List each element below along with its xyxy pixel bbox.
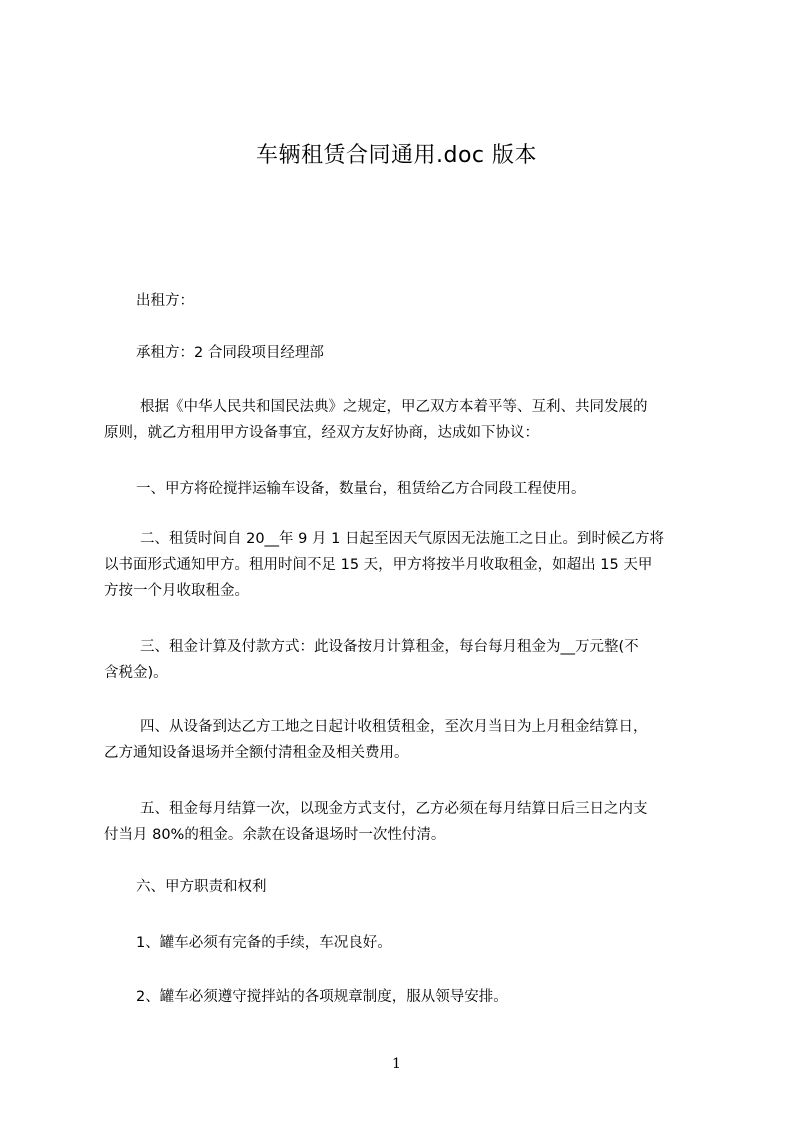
document-title: 车辆租赁合同通用.doc 版本	[255, 143, 537, 168]
page-number: 1	[392, 1056, 401, 1072]
lessor-line: 出租方：	[136, 293, 194, 309]
lessee-line: 承租方：2 合同段项目经理部	[136, 345, 324, 361]
clause-3-paragraph	[104, 634, 704, 686]
clause-4-line-1: 四、从设备到达乙方工地之日起计收租赁租金，至次月当日为上月租金结算日，	[140, 719, 648, 735]
clause-5-line-2: 付当月 80%的租金。余款在设备退场时一次性付清。	[104, 827, 446, 843]
clause-5-paragraph	[104, 796, 704, 848]
clause-4-paragraph	[104, 714, 704, 766]
preamble-line-1: 根据《中华人民共和国民法典》之规定，甲乙双方本着平等、互利、共同发展的	[140, 399, 648, 415]
clause-6-item-1: 1、罐车必须有完备的手续，车况良好。	[136, 935, 392, 951]
clause-2-line-2: 以书面形式通知甲方。租用时间不足 15 天，甲方将按半月收取租金，如超出 15 天甲	[104, 557, 653, 573]
clause-6-heading: 六、甲方职责和权利	[136, 879, 267, 895]
clause-1: 一、甲方将砼搅拌运输车设备，数量台，租赁给乙方合同段工程使用。	[136, 481, 586, 497]
clause-5-line-1: 五、租金每月结算一次，以现金方式支付，乙方必须在每月结算日后三日之内支	[140, 801, 648, 817]
preamble-line-2: 原则，就乙方租用甲方设备事宜，经双方友好协商，达成如下协议：	[104, 425, 539, 441]
clause-2-line-1: 二、租赁时间自 20__年 9 月 1 日起至因天气原因无法施工之日止。到时候乙方将	[140, 531, 664, 547]
clause-3-line-2: 含税金)。	[104, 665, 168, 681]
clause-3-line-1: 三、租金计算及付款方式：此设备按月计算租金，每台每月租金为__万元整(不	[140, 639, 639, 655]
clause-4-line-2: 乙方通知设备退场并全额付清租金及相关费用。	[104, 745, 409, 761]
preamble-paragraph	[104, 394, 704, 446]
clause-2-paragraph	[104, 526, 704, 604]
clause-2-line-3: 方按一个月收取租金。	[104, 583, 249, 599]
clause-6-item-2: 2、罐车必须遵守搅拌站的各项规章制度，服从领导安排。	[136, 989, 508, 1005]
